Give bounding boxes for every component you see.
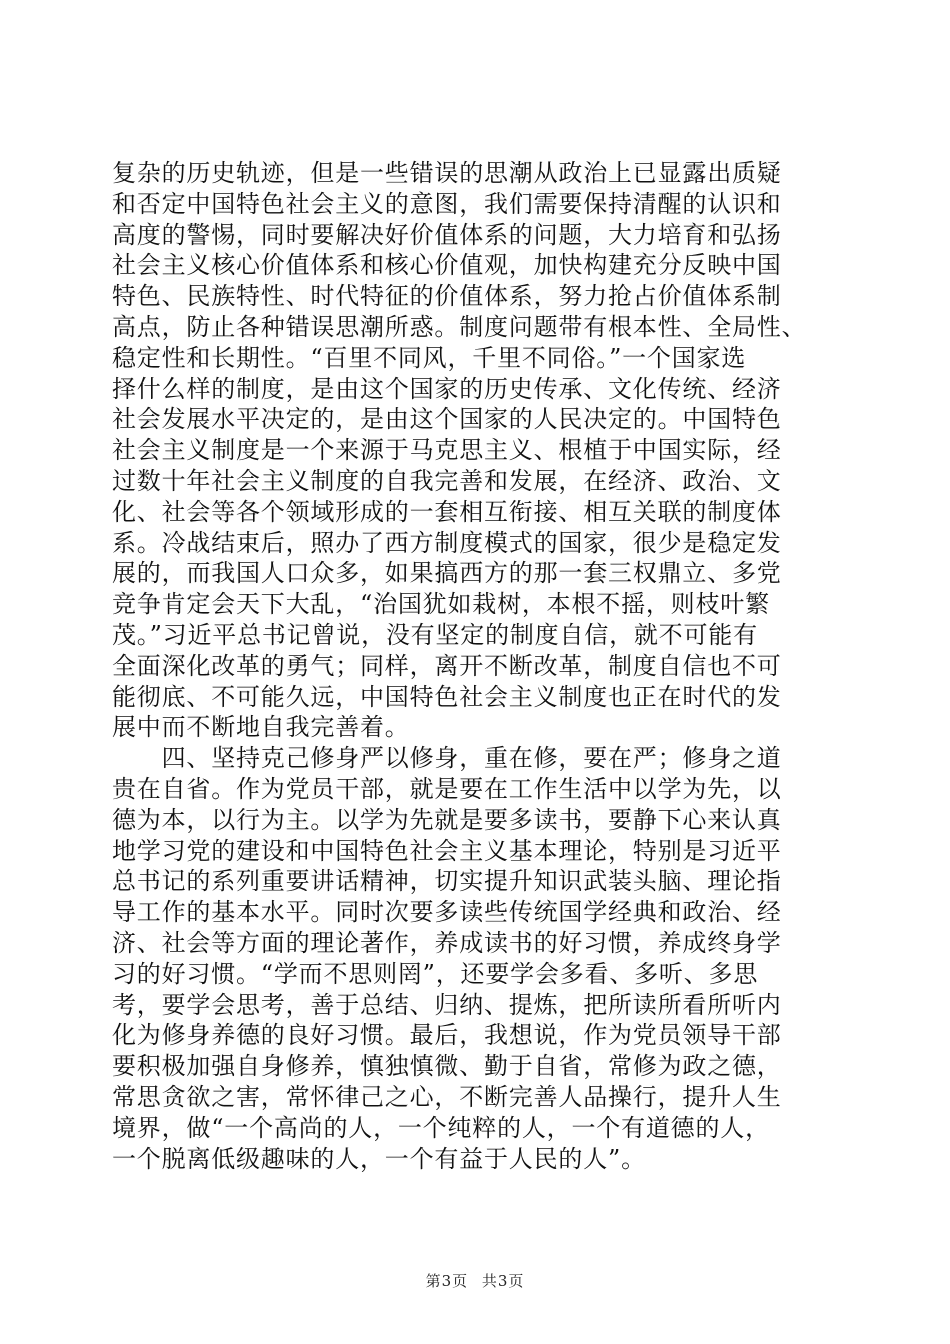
text-line: 和否定中国特色社会主义的意图，我们需要保持清醒的认识和 (112, 189, 782, 218)
text-line: 地学习党的建设和中国特色社会主义基本理论，特别是习近平 (112, 836, 782, 865)
text-line: 稳定性和长期性。“百里不同风，千里不同俗。”一个国家选 (112, 343, 747, 372)
text-line: 习的好习惯。“学而不思则罔”，还要学会多看、多听、多思 (112, 959, 759, 988)
text-line: 导工作的基本水平。同时次要多读些传统国学经典和政治、经 (112, 898, 782, 927)
text-line: 特色、民族特性、时代特征的价值体系，努力抢占价值体系制 (112, 282, 782, 311)
text-line: 高度的警惕，同时要解决好价值体系的问题，大力培育和弘扬 (112, 220, 782, 249)
text-line: 展中而不断地自我完善着。 (112, 713, 410, 742)
text-line: 竞争肯定会天下大乱，“治国犹如栽树，本根不摇，则枝叶繁 (112, 590, 770, 619)
text-line: 社会主义核心价值体系和核心价值观，加快构建充分反映中国 (112, 251, 782, 280)
page-number: 第3页 (425, 1272, 469, 1290)
document-body (112, 158, 852, 1174)
text-line: 过数十年社会主义制度的自我完善和发展，在经济、政治、文 (112, 466, 782, 495)
text-line: 境界，做“一个高尚的人，一个纯粹的人，一个有道德的人， (112, 1113, 770, 1142)
text-line: 一个脱离低级趣味的人，一个有益于人民的人”。 (112, 1144, 646, 1173)
text-line: 考，要学会思考，善于总结、归纳、提炼，把所读所看所听内 (112, 990, 782, 1019)
text-line: 济、社会等方面的理论著作，养成读书的好习惯，养成终身学 (112, 928, 782, 957)
text-line: 高点，防止各种错误思潮所惑。制度问题带有根本性、全局性、 (112, 312, 807, 341)
text-line: 全面深化改革的勇气；同样，离开不断改革，制度自信也不可 (112, 651, 782, 680)
page-footer (0, 1271, 950, 1291)
page-total: 共3页 (481, 1272, 525, 1290)
text-line: 社会主义制度是一个来源于马克思主义、根植于中国实际，经 (112, 436, 782, 465)
text-line: 要积极加强自身修养，慎独慎微、勤于自省，常修为政之德， (112, 1052, 782, 1081)
text-line: 常思贪欲之害，常怀律己之心，不断完善人品操行，提升人生 (112, 1082, 782, 1111)
text-line: 展的，而我国人口众多，如果搞西方的那一套三权鼎立、多党 (112, 559, 782, 588)
text-line: 贵在自省。作为党员干部，就是要在工作生活中以学为先，以 (112, 774, 782, 803)
text-line: 四、坚持克己修身严以修身，重在修，要在严；修身之道 (112, 744, 782, 773)
text-line: 德为本，以行为主。以学为先就是要多读书，要静下心来认真 (112, 805, 782, 834)
text-line: 复杂的历史轨迹，但是一些错误的思潮从政治上已显露出质疑 (112, 159, 782, 187)
text-line: 系。冷战结束后，照办了西方制度模式的国家，很少是稳定发 (112, 528, 782, 557)
text-line: 能彻底、不可能久远，中国特色社会主义制度也正在时代的发 (112, 682, 782, 711)
text-line: 茂。”习近平总书记曾说，没有坚定的制度自信，就不可能有 (112, 620, 758, 649)
text-line: 总书记的系列重要讲话精神，切实提升知识武装头脑、理论指 (112, 867, 782, 896)
text-line: 化、社会等各个领域形成的一套相互衔接、相互关联的制度体 (112, 497, 782, 526)
text-line: 化为修身养德的良好习惯。最后，我想说，作为党员领导干部 (112, 1021, 782, 1050)
text-line: 社会发展水平决定的，是由这个国家的人民决定的。中国特色 (112, 405, 782, 434)
text-line: 择什么样的制度，是由这个国家的历史传承、文化传统、经济 (112, 374, 782, 403)
